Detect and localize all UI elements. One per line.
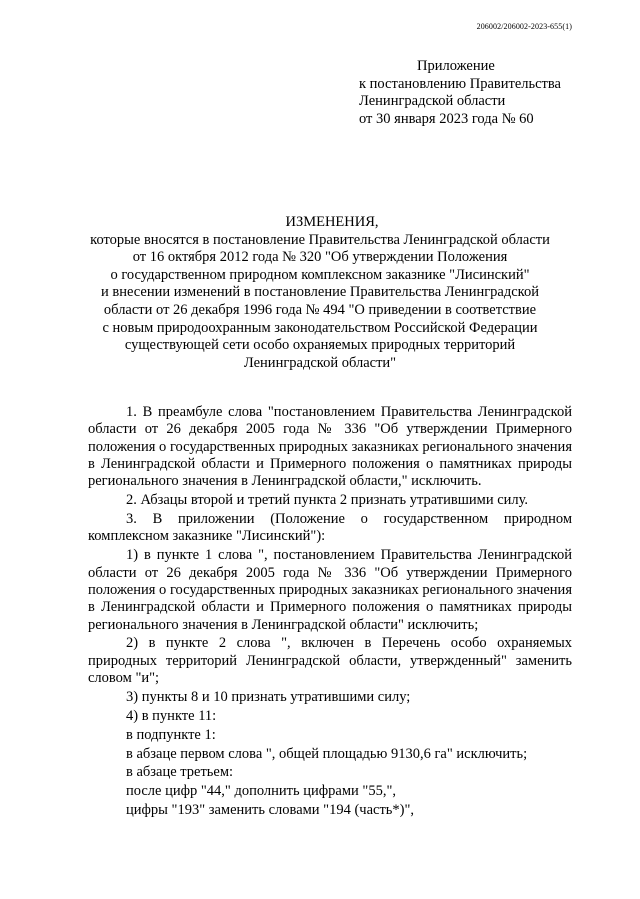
heading-line: Ленинградской области" <box>243 354 397 371</box>
paragraph: в абзаце первом слова ", общей площадью 9130,6 га" исключить; <box>126 745 528 762</box>
paragraph: 1) в пункте 1 слова ", постановлением Правительства Ленинградской области от 26 декабря 2005 года № 336 "Об утверждении Примерного положения о государственных природных заказниках регионального значения в Ленинградской области и Примерного положения о памятниках природы регионального значения в Ленинградской области" исключить; <box>88 547 572 633</box>
paragraph: в абзаце третьем: <box>126 764 234 781</box>
heading-line: от 16 октября 2012 года № 320 "Об утверждении Положения <box>132 249 508 266</box>
heading-line: и внесении изменений в постановление Правительства Ленинградской <box>101 284 539 301</box>
appendix-block <box>359 58 561 128</box>
heading-line: о государственном природном комплексном заказнике "Лисинский" <box>110 266 530 283</box>
paragraph: в подпункте 1: <box>126 726 216 743</box>
paragraph: 4) в пункте 11: <box>126 707 217 724</box>
heading-line: существующей сети особо охраняемых природных территорий <box>124 337 516 354</box>
heading-title: ИЗМЕНЕНИЯ, <box>285 214 379 230</box>
heading-line: с новым природоохранным законодательством Российской Федерации <box>102 319 538 336</box>
heading-line: области от 26 декабря 1996 года № 494 "О приведении в соответствие <box>103 301 537 318</box>
paragraph: 2) в пункте 2 слова ", включен в Перечень особо охраняемых природных территорий Ленинградской области, утвержденный" заменить словом "и"; <box>88 635 572 687</box>
paragraph: 3. В приложении (Положение о государственном природном комплексном заказнике "Лисинский"): <box>88 511 572 545</box>
appendix-title: Приложение <box>417 58 495 74</box>
appendix-line: Ленинградской области <box>359 93 506 109</box>
appendix-line: к постановлению Правительства <box>359 75 561 92</box>
document-body <box>88 404 572 819</box>
paragraph: цифры "193" заменить словами "194 (часть*)", <box>126 802 415 819</box>
document-id: 206002/206002-2023-655(1) <box>476 22 572 31</box>
paragraph: 1. В преамбуле слова "постановлением Правительства Ленинградской области от 26 декабря 2005 года № 336 "Об утверждении Примерного положения о государственных природных заказниках регионального значения в Ленинградской области и Примерного положения о памятниках природы регионального значения в Ленинградской области," исключить. <box>88 404 572 490</box>
paragraph: 3) пункты 8 и 10 признать утратившими силу; <box>126 689 411 705</box>
paragraph: после цифр "44," дополнить цифрами "55,", <box>126 783 397 800</box>
document-heading <box>0 214 640 372</box>
paragraph: 2. Абзацы второй и третий пункта 2 признать утратившими силу. <box>126 492 529 509</box>
appendix-line: от 30 января 2023 года № 60 <box>359 110 534 127</box>
heading-line: которые вносятся в постановление Правительства Ленинградской области <box>90 231 550 248</box>
